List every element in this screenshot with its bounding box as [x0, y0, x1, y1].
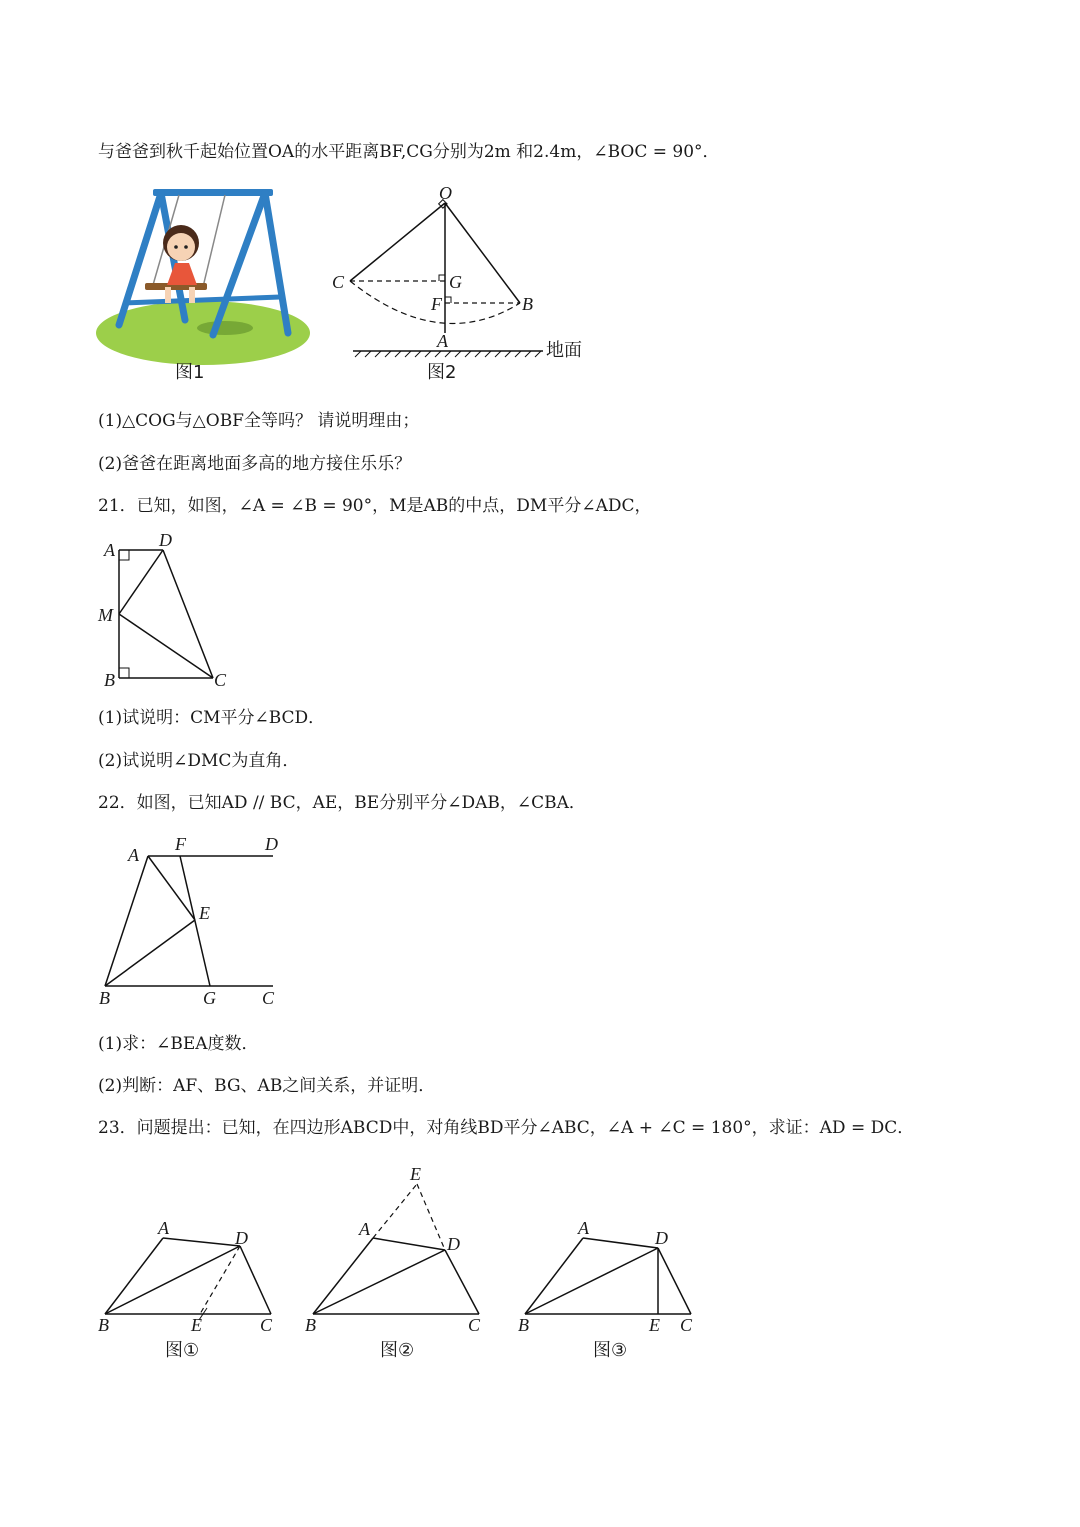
label-C: C	[680, 1315, 693, 1335]
problem23-statement: 23．问题提出：已知，在四边形ABCD中，对角线BD平分∠ABC，∠A + ∠C = 180°，求证：AD = DC．	[98, 1118, 915, 1138]
problem20-part2: (2)爸爸在距离地面多高的地方接住乐乐？	[98, 454, 412, 474]
label-E: E	[191, 1315, 202, 1335]
label-E: E	[199, 903, 210, 923]
label-C: C	[468, 1315, 481, 1335]
problem22-diagram	[95, 830, 295, 1015]
problem22-part2: (2)判断：AF、BG、AB之间关系，并证明．	[98, 1076, 436, 1096]
label-D: D	[447, 1234, 460, 1254]
problem21-diagram	[95, 530, 245, 695]
label-G: G	[203, 988, 216, 1008]
swing-top-bar	[153, 189, 273, 196]
caption-fig23-1: 图①	[165, 1340, 200, 1361]
label-D: D	[235, 1228, 248, 1248]
girl-face	[167, 233, 195, 261]
label-E: E	[410, 1164, 421, 1184]
label-A: A	[437, 331, 448, 351]
shadow	[197, 321, 253, 335]
label-B: B	[522, 294, 533, 314]
caption-fig23-3: 图③	[593, 1340, 628, 1361]
swing-geometry-diagram	[325, 185, 595, 385]
label-O: O	[439, 185, 452, 203]
ground-hatching	[355, 351, 541, 357]
label-C: C	[214, 670, 227, 690]
problem21-part1: (1)试说明：CM平分∠BCD．	[98, 708, 326, 728]
label-D: D	[655, 1228, 668, 1248]
grass-ellipse	[96, 301, 310, 365]
label-A: A	[158, 1218, 169, 1238]
problem20-continuation: 与爸爸到秋千起始位置OA的水平距离BF,CG分别为2m 和2.4m，∠BOC = 90°．	[98, 142, 720, 162]
problem21-statement: 21．已知，如图，∠A = ∠B = 90°，M是AB的中点，DM平分∠ADC，	[98, 496, 652, 516]
caption-fig1: 图1	[175, 362, 205, 383]
label-B: B	[98, 1315, 109, 1335]
swing-illustration	[95, 185, 315, 385]
problem23-diagram-1	[95, 1210, 285, 1335]
label-C: C	[332, 272, 345, 292]
label-E: E	[649, 1315, 660, 1335]
problem22-part1: (1)求：∠BEA度数．	[98, 1034, 259, 1054]
label-B: B	[104, 670, 115, 690]
label-F: F	[175, 834, 186, 854]
label-D: D	[159, 530, 172, 550]
problem23-diagram-2	[305, 1160, 500, 1335]
label-C: C	[262, 988, 275, 1008]
label-A: A	[578, 1218, 589, 1238]
label-M: M	[98, 605, 113, 625]
ground-label: 地面	[546, 340, 582, 361]
label-B: B	[99, 988, 110, 1008]
caption-fig2: 图2	[427, 362, 457, 383]
label-A: A	[104, 540, 115, 560]
label-G: G	[449, 272, 462, 292]
label-F: F	[431, 294, 442, 314]
label-B: B	[305, 1315, 316, 1335]
label-C: C	[260, 1315, 273, 1335]
label-B: B	[518, 1315, 529, 1335]
problem21-part2: (2)试说明∠DMC为直角．	[98, 751, 300, 771]
label-A: A	[128, 845, 139, 865]
label-A: A	[359, 1219, 370, 1239]
problem20-part1: (1)△COG与△OBF全等吗？ 请说明理由；	[98, 411, 420, 431]
label-D: D	[265, 834, 278, 854]
problem23-diagram-3	[515, 1210, 710, 1335]
problem22-statement: 22．如图，已知AD // BC，AE，BE分别平分∠DAB，∠CBA．	[98, 793, 586, 813]
caption-fig23-2: 图②	[380, 1340, 415, 1361]
